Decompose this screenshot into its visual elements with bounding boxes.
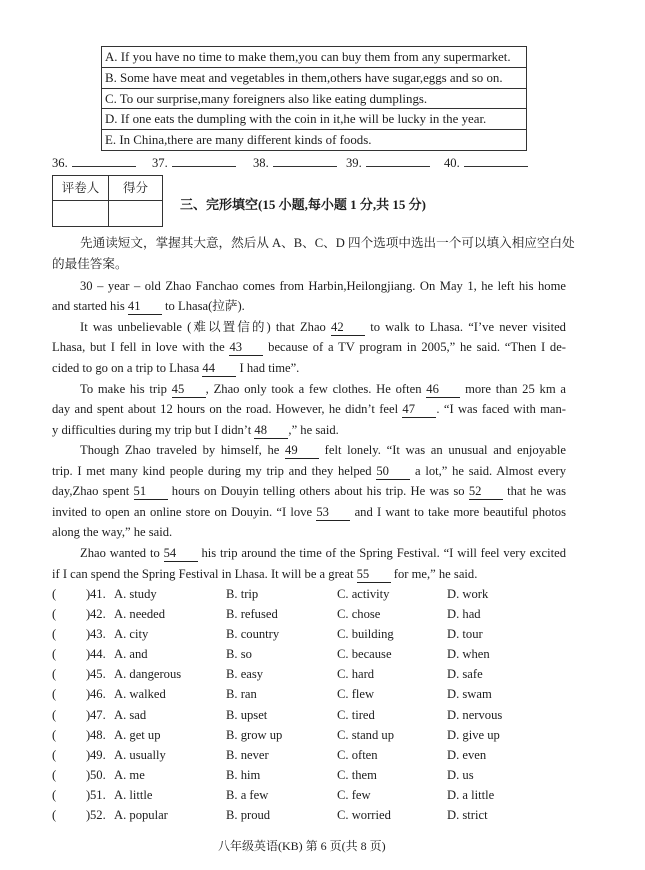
option-c: C. hard (337, 667, 375, 682)
passage-line (52, 502, 566, 523)
passage-line (52, 543, 566, 564)
answer-blank-line (464, 154, 528, 167)
passage-text: To make his trip (80, 381, 172, 396)
answer-bracket-close: ) (86, 627, 91, 642)
cloze-blank-49: 49 (285, 444, 319, 459)
question-list (0, 584, 645, 825)
option-a: A. city (114, 627, 149, 642)
passage-text: trip. I met many kind people during my trip and they helped (52, 463, 377, 478)
passage-text: to Lhasa(拉萨). (161, 299, 245, 314)
cloze-blank-55: 55 (357, 568, 391, 583)
question-row-46 (0, 684, 645, 704)
reviewer-header: 评卷人 (61, 181, 100, 195)
option-c: C. stand up (337, 727, 395, 742)
passage-line (52, 440, 566, 461)
option-d: D. safe (447, 667, 483, 682)
option-c: C. chose (337, 607, 381, 622)
cloze-blank-43: 43 (229, 341, 263, 356)
cloze-blank-44: 44 (202, 362, 236, 377)
answer-blank-36 (52, 154, 136, 170)
option-d: D. give up (447, 727, 500, 742)
option-b: B. a few (226, 787, 269, 802)
answer-bracket-open: ( (52, 647, 57, 662)
answer-bracket-open: ( (52, 808, 57, 823)
cloze-blank-53: 53 (316, 506, 350, 521)
passage-text: that he was (502, 484, 566, 499)
answer-bracket-close: ) (86, 667, 91, 682)
question-row-43 (0, 624, 645, 644)
answer-bracket-open: ( (52, 607, 57, 622)
passage-text: . “I was faced with man- (436, 402, 566, 417)
instructions-line: 先通读短文，掌握其大意，然后从 A、B、C、D 四个选项中选出一个可以填入相应空白处 (80, 235, 575, 250)
option-c: C. building (337, 627, 394, 642)
option-a: A. usually (114, 747, 166, 762)
sentence-option-b: B. Some have meat and vegetables in them,others have sugar,eggs and so on. (102, 68, 526, 89)
cloze-blank-45: 45 (172, 383, 206, 398)
question-number: 50. (90, 767, 106, 782)
option-b: B. proud (226, 808, 271, 823)
question-row-50 (0, 765, 645, 785)
question-row-44 (0, 644, 645, 664)
question-number: 48. (90, 727, 106, 742)
question-row-48 (0, 725, 645, 745)
question-number: 44. (90, 647, 106, 662)
passage-line (52, 358, 566, 379)
option-b: B. never (226, 747, 269, 762)
option-c: C. often (337, 747, 378, 762)
passage-text: Though Zhao traveled by himself, he (80, 443, 286, 458)
passage-line (52, 379, 566, 400)
question-number: 52. (90, 808, 106, 823)
question-number: 51. (90, 787, 106, 802)
question-row-41 (0, 584, 645, 604)
answer-blank-line (72, 154, 136, 167)
passage-line (52, 317, 566, 338)
answer-blank-number: 37. (152, 156, 168, 170)
answer-bracket-open: ( (52, 727, 57, 742)
passage-text: y difficulties during my trip but I didn’t (52, 422, 255, 437)
cloze-blank-50: 50 (376, 465, 410, 480)
option-c: C. because (337, 647, 392, 662)
answer-bracket-open: ( (52, 747, 57, 762)
passage-text: because of a TV program in 2005,” he said. “Then I de- (263, 340, 566, 355)
sentence-option-c: C. To our surprise,many foreigners also like eating dumplings. (102, 89, 526, 110)
answer-blank-39 (346, 154, 430, 170)
answer-blank-line (172, 154, 236, 167)
passage-line (52, 564, 566, 585)
answer-bracket-close: ) (86, 727, 91, 742)
cloze-blank-54: 54 (164, 547, 198, 562)
passage-text: day and spent about 12 hours on the road. However, he didn’t feel (52, 402, 403, 417)
sentence-option-e: E. In China,there are many different kinds of foods. (102, 130, 526, 151)
cloze-blank-47: 47 (402, 403, 436, 418)
option-c: C. tired (337, 707, 375, 722)
question-number: 45. (90, 667, 106, 682)
option-b: B. him (226, 767, 261, 782)
option-a: A. little (114, 787, 153, 802)
cloze-blank-46: 46 (426, 383, 460, 398)
cloze-passage (52, 276, 566, 584)
option-a: A. me (114, 767, 145, 782)
question-number: 46. (90, 687, 106, 702)
cloze-blank-52: 52 (469, 485, 503, 500)
instructions (52, 233, 612, 275)
option-d: D. tour (447, 627, 483, 642)
option-d: D. when (447, 647, 490, 662)
passage-text: more than 25 km a (460, 381, 566, 396)
option-a: A. needed (114, 607, 166, 622)
answer-blank-40 (444, 154, 528, 170)
passage-text: I had time”. (236, 360, 300, 375)
answer-bracket-close: ) (86, 707, 91, 722)
question-row-51 (0, 785, 645, 805)
option-b: B. so (226, 647, 252, 662)
option-a: A. sad (114, 707, 147, 722)
option-d: D. even (447, 747, 487, 762)
answer-blank-37 (152, 154, 236, 170)
answer-bracket-close: ) (86, 747, 91, 762)
option-b: B. trip (226, 587, 259, 601)
passage-text: a lot,” he said. Almost every (410, 463, 566, 478)
option-d: D. a little (447, 787, 495, 802)
passage-text: his trip around the time of the Spring Festival. “I will feel very excited (197, 546, 566, 560)
passage-line (52, 337, 566, 358)
passage-line (52, 296, 566, 317)
option-d: D. us (447, 767, 474, 782)
sentence-option-a: A. If you have no time to make them,you can buy them from any supermarket. (102, 47, 526, 68)
option-b: B. ran (226, 687, 257, 702)
passage-text: ,” he said. (288, 422, 339, 437)
answer-bracket-close: ) (86, 767, 91, 782)
question-number: 41. (90, 587, 106, 601)
answer-bracket-close: ) (86, 787, 91, 802)
option-c: C. flew (337, 687, 375, 702)
question-row-49 (0, 745, 645, 765)
answer-blank-number: 40. (444, 156, 460, 170)
sentence-options-box (101, 46, 527, 151)
section-title: 三、完形填空(15 小题,每小题 1 分,共 15 分) (180, 197, 426, 212)
option-d: D. nervous (447, 707, 503, 722)
question-number: 47. (90, 707, 106, 722)
option-c: C. few (337, 787, 371, 802)
option-d: D. work (447, 587, 489, 601)
question-number: 43. (90, 627, 106, 642)
passage-text: hours on Douyin telling others about his trip. He was so (167, 484, 469, 499)
instructions-line: 的最佳答案。 (52, 256, 128, 271)
option-a: A. dangerous (114, 667, 182, 682)
question-row-52 (0, 805, 645, 825)
answer-blank-38 (253, 154, 337, 170)
cloze-blank-42: 42 (331, 321, 365, 336)
option-b: B. country (226, 627, 280, 642)
score-header: 得分 (122, 181, 148, 195)
passage-text: and started his (52, 299, 128, 314)
answer-bracket-open: ( (52, 667, 57, 682)
passage-line (52, 481, 566, 502)
scorer-table (52, 175, 163, 227)
cloze-blank-48: 48 (254, 424, 288, 439)
passage-text: , Zhao only took a few clothes. He often (205, 381, 427, 396)
passage-text: felt lonely. “It was an unusual and enjoyable (319, 443, 566, 458)
answer-bracket-close: ) (86, 647, 91, 662)
passage-text: Lhasa, but I fell in love with the (52, 340, 230, 355)
passage-text: invited to open an online store on Douyin. “I love (52, 504, 317, 519)
answer-bracket-open: ( (52, 627, 57, 642)
answer-bracket-close: ) (86, 808, 91, 823)
answer-blank-number: 38. (253, 156, 269, 170)
sentence-option-d: D. If one eats the dumpling with the coin in it,he will be lucky in the year. (102, 109, 526, 130)
question-row-42 (0, 604, 645, 624)
passage-text: and I want to take more beautiful photos (350, 504, 566, 519)
answer-bracket-open: ( (52, 687, 57, 702)
page-footer: 八年级英语(KB) 第 6 页(共 8 页) (218, 839, 386, 853)
answer-bracket-close: ) (86, 607, 91, 622)
question-number: 42. (90, 607, 106, 622)
passage-text: along the way,” he said. (52, 525, 173, 540)
passage-line (52, 276, 566, 297)
option-d: D. had (447, 607, 481, 622)
question-number: 49. (90, 747, 106, 762)
answer-bracket-close: ) (86, 587, 91, 601)
option-a: A. study (114, 587, 157, 601)
option-c: C. worried (337, 808, 391, 823)
question-row-47 (0, 705, 645, 725)
answer-bracket-open: ( (52, 767, 57, 782)
option-b: B. upset (226, 707, 268, 722)
passage-text: to walk to Lhasa. “I’ve never visited (365, 319, 566, 334)
answer-blank-line (366, 154, 430, 167)
table-divider-horizontal (53, 200, 162, 201)
passage-text: if I can spend the Spring Festival in Lhasa. It will be a great (52, 566, 357, 581)
option-a: A. popular (114, 808, 168, 823)
passage-text: cided to go on a trip to Lhasa (52, 360, 203, 375)
answer-blank-number: 36. (52, 156, 68, 170)
passage-text: for me,” he said. (390, 566, 478, 581)
passage-line (52, 461, 566, 482)
cloze-blank-41: 41 (128, 300, 162, 315)
passage-line (52, 420, 566, 441)
answer-blank-line (273, 154, 337, 167)
question-row-45 (0, 664, 645, 684)
answer-bracket-open: ( (52, 587, 57, 601)
answer-bracket-open: ( (52, 707, 57, 722)
answer-bracket-open: ( (52, 787, 57, 802)
option-a: A. and (114, 647, 148, 662)
passage-text: 30 – year – old Zhao Fanchao comes from Harbin,Heilongjiang. On May 1, he left his home (80, 278, 566, 293)
option-b: B. grow up (226, 727, 283, 742)
passage-line (52, 522, 566, 543)
passage-line (52, 399, 566, 420)
option-b: B. refused (226, 607, 278, 622)
option-d: D. swam (447, 687, 492, 702)
option-a: A. get up (114, 727, 161, 742)
option-d: D. strict (447, 808, 488, 823)
passage-text: It was unbelievable (难以置信的) that Zhao (80, 319, 332, 334)
option-b: B. easy (226, 667, 264, 682)
answer-blank-number: 39. (346, 156, 362, 170)
option-c: C. activity (337, 587, 390, 601)
passage-text: day,Zhao spent (52, 484, 134, 499)
answer-bracket-close: ) (86, 687, 91, 702)
cloze-blank-51: 51 (134, 485, 168, 500)
option-a: A. walked (114, 687, 166, 702)
passage-text: Zhao wanted to (80, 546, 164, 560)
option-c: C. them (337, 767, 377, 782)
